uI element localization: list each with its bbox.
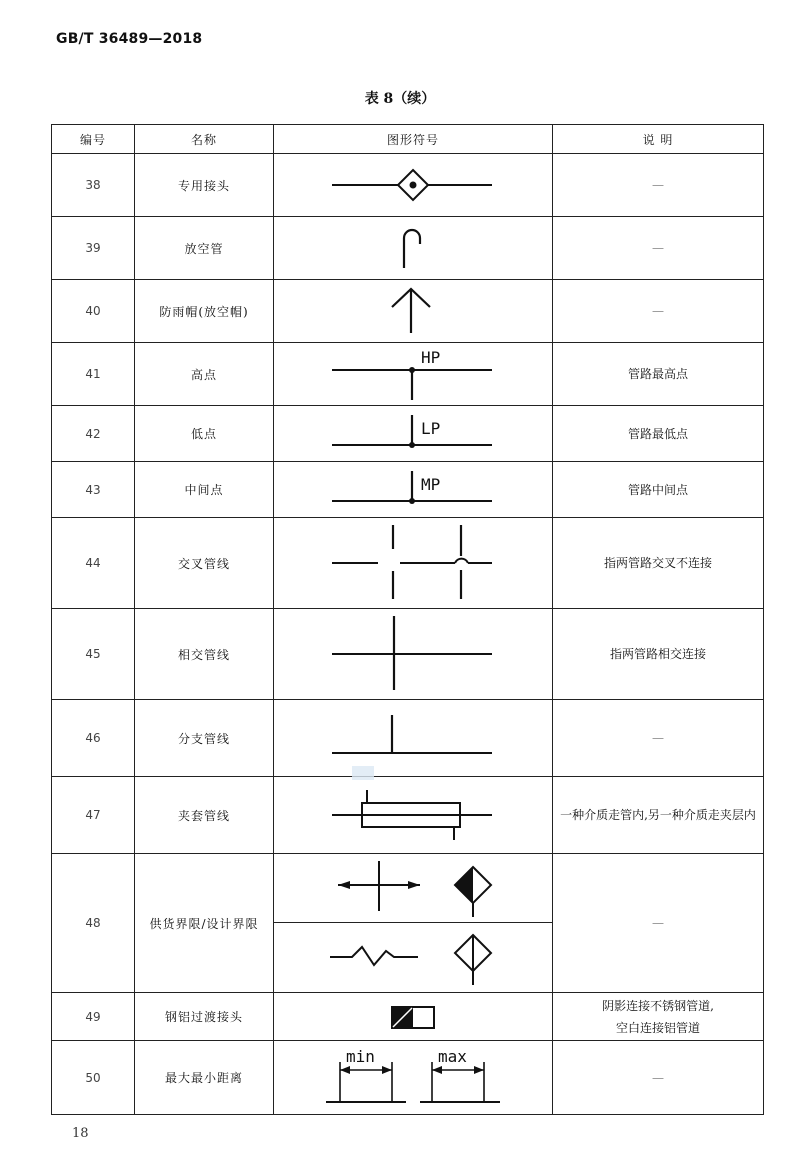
row-symbol: [274, 854, 553, 923]
design-limit-icon: [274, 925, 553, 991]
row-number: 42: [52, 406, 135, 462]
row-number: 45: [52, 609, 135, 700]
table-row: [52, 777, 764, 854]
row-name: 放空管: [135, 217, 274, 280]
row-desc: —: [553, 700, 764, 777]
high-point-icon: [274, 344, 553, 404]
crossing-pipes-icon: [274, 519, 553, 607]
symbol-table: [51, 124, 764, 1115]
row-symbol: [274, 154, 553, 217]
row-desc: —: [553, 217, 764, 280]
row-desc: 管路中间点: [553, 462, 764, 518]
row-name: 高点: [135, 343, 274, 406]
row-symbol: [274, 518, 553, 609]
jacketed-pipe-icon: [274, 778, 553, 852]
row-name: 钢铝过渡接头: [135, 993, 274, 1041]
watermark-stamp: [352, 766, 374, 780]
header-no: 编号: [52, 125, 135, 154]
row-number: 40: [52, 280, 135, 343]
row-desc-line1: 阴影连接不锈钢管道,: [602, 998, 714, 1013]
row-number: 49: [52, 993, 135, 1041]
row-number: 50: [52, 1041, 135, 1115]
table-row: [52, 406, 764, 462]
row-name: 专用接头: [135, 154, 274, 217]
row-name: 防雨帽(放空帽): [135, 280, 274, 343]
mid-point-label: MP: [421, 474, 441, 494]
row-number: 48: [52, 854, 135, 993]
table-row: [52, 217, 764, 280]
row-desc: —: [553, 1041, 764, 1115]
table-row: [52, 518, 764, 609]
rain-cap-icon: [274, 281, 553, 341]
table-row: [52, 1041, 764, 1115]
row-symbol: [274, 993, 553, 1041]
table-row: [52, 343, 764, 406]
row-desc: 指两管路交叉不连接: [553, 518, 764, 609]
min-max-distance-icon: [274, 1042, 553, 1114]
row-desc: 指两管路相交连接: [553, 609, 764, 700]
standard-code: GB/T 36489—2018: [56, 31, 203, 47]
table-row: [52, 280, 764, 343]
row-desc: —: [553, 854, 764, 993]
row-name: 最大最小距离: [135, 1041, 274, 1115]
branch-pipe-icon: [274, 701, 553, 775]
table-row: [52, 854, 764, 923]
row-name: 低点: [135, 406, 274, 462]
vent-pipe-icon: [274, 218, 553, 278]
intersecting-pipes-icon: [274, 610, 553, 698]
row-symbol: [274, 343, 553, 406]
row-name: 相交管线: [135, 609, 274, 700]
mid-point-icon: [274, 463, 553, 517]
row-number: 39: [52, 217, 135, 280]
row-number: 43: [52, 462, 135, 518]
row-symbol: [274, 406, 553, 462]
row-number: 47: [52, 777, 135, 854]
row-desc: 管路最低点: [553, 406, 764, 462]
row-desc: 一种介质走管内,另一种介质走夹层内: [553, 777, 764, 854]
row-symbol: [274, 217, 553, 280]
row-name: 供货界限/设计界限: [135, 854, 274, 993]
row-number: 38: [52, 154, 135, 217]
row-desc: —: [553, 154, 764, 217]
table-row: [52, 993, 764, 1041]
table-row: [52, 154, 764, 217]
header-desc: 说 明: [553, 125, 764, 154]
row-symbol: [274, 462, 553, 518]
row-number: 46: [52, 700, 135, 777]
steel-aluminum-joint-icon: [274, 994, 553, 1040]
page-number: 18: [72, 1126, 89, 1141]
row-number: 41: [52, 343, 135, 406]
supply-limit-icon: [274, 855, 553, 921]
row-desc: [553, 993, 764, 1041]
row-symbol: [274, 280, 553, 343]
row-name: 交叉管线: [135, 518, 274, 609]
row-symbol: [274, 923, 553, 993]
header-name: 名称: [135, 125, 274, 154]
row-symbol: [274, 777, 553, 854]
row-desc: 管路最高点: [553, 343, 764, 406]
table-row: [52, 609, 764, 700]
low-point-label: LP: [421, 418, 441, 438]
table-header-row: [52, 125, 764, 154]
special-joint-icon: [274, 155, 553, 215]
row-name: 中间点: [135, 462, 274, 518]
row-name: 分支管线: [135, 700, 274, 777]
table-title: 表 8（续）: [364, 91, 436, 107]
row-desc: —: [553, 280, 764, 343]
min-label: min: [346, 1046, 375, 1066]
row-symbol: [274, 609, 553, 700]
row-symbol: [274, 1041, 553, 1115]
row-name: 夹套管线: [135, 777, 274, 854]
table-row: [52, 700, 764, 777]
table-row: [52, 462, 764, 518]
row-symbol: [274, 700, 553, 777]
low-point-icon: [274, 407, 553, 461]
header-symbol: 图形符号: [274, 125, 553, 154]
row-number: 44: [52, 518, 135, 609]
high-point-label: HP: [421, 348, 441, 367]
row-desc-line2: 空白连接铝管道: [615, 1020, 700, 1035]
max-label: max: [438, 1046, 467, 1066]
